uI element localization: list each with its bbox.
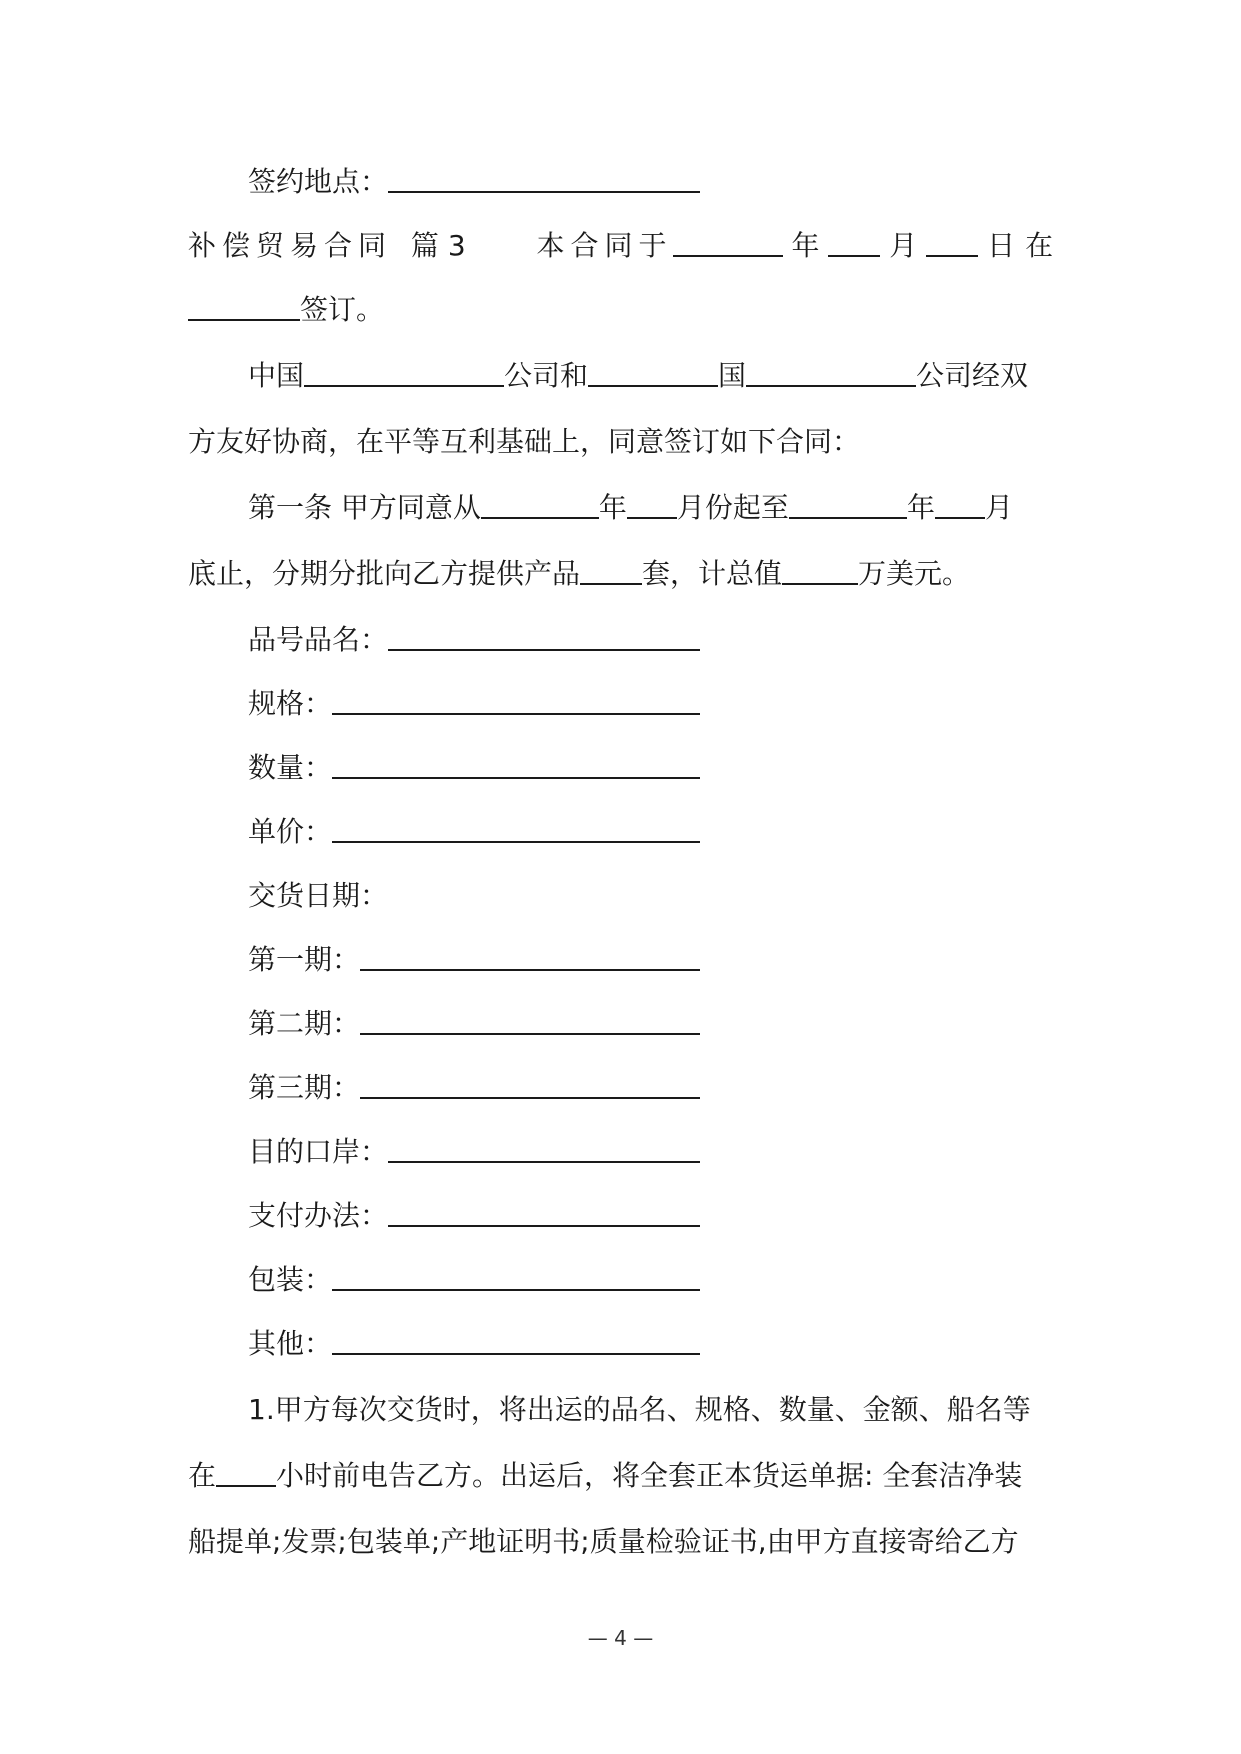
- field-product-name: [248, 620, 700, 660]
- field-spec: [248, 684, 700, 724]
- signing-place-line: [248, 162, 700, 202]
- field-phase-3: [248, 1068, 700, 1108]
- month-from-to-label: 月份起至: [676, 491, 789, 524]
- day-at-label: 日在: [987, 229, 1064, 262]
- field-phase-2: [248, 1004, 700, 1044]
- field-quantity: [248, 748, 700, 788]
- contract-day-blank: [926, 229, 978, 257]
- year-label: 年: [791, 229, 820, 262]
- field-blank: [360, 1007, 700, 1035]
- start-year-blank: [481, 491, 599, 519]
- sets-blank: [580, 557, 642, 585]
- signing-place-blank: [388, 165, 700, 193]
- field-blank: [388, 623, 700, 651]
- field-blank: [360, 943, 700, 971]
- foreign-company-blank: [746, 359, 916, 387]
- year-label-3: 年: [906, 491, 935, 524]
- field-label: 交货日期：: [248, 879, 389, 912]
- company-and-label: 公司和: [504, 359, 589, 392]
- foreign-country-blank: [588, 359, 718, 387]
- month-label: 月: [889, 229, 918, 262]
- clause1-line-3: [188, 1522, 1019, 1562]
- month-label-2: 月: [984, 491, 1013, 524]
- section-number: 篇 3: [410, 229, 466, 262]
- clause1-line1-text: 1.甲方每次交货时，将出运的品名、规格、数量、金额、船名等: [248, 1393, 1031, 1426]
- article1-line-1: [248, 488, 1013, 528]
- article1-line-2: [188, 554, 970, 594]
- field-label: 第一期：: [248, 943, 361, 976]
- field-label: 数量：: [248, 751, 333, 784]
- field-unit-price: [248, 812, 700, 852]
- signed-line: [188, 290, 384, 330]
- field-other: [248, 1324, 700, 1364]
- field-label: 目的口岸：: [248, 1135, 389, 1168]
- field-blank: [332, 1263, 700, 1291]
- contract-year-blank: [673, 229, 783, 257]
- article1-prefix: 第一条 甲方同意从: [248, 491, 481, 524]
- intro-prefix: 本合同于: [536, 229, 673, 262]
- page-number: — 4 —: [587, 1626, 654, 1650]
- field-payment-method: [248, 1196, 700, 1236]
- field-destination-port: [248, 1132, 700, 1172]
- company-via-label: 公司经双: [916, 359, 1029, 392]
- field-label: 第三期：: [248, 1071, 361, 1104]
- field-delivery-date: [248, 876, 388, 916]
- clause1-line2-b: 小时前电告乙方。出运后，将全套正本货运单据: 全套洁净装: [276, 1459, 1023, 1492]
- country-label: 国: [718, 359, 747, 392]
- field-label: 规格：: [248, 687, 333, 720]
- field-label: 品号品名：: [248, 623, 389, 656]
- china-company-blank: [304, 359, 504, 387]
- end-month-blank: [935, 491, 985, 519]
- signed-label: 签订。: [300, 293, 385, 326]
- clause1-line2-a: 在: [188, 1459, 217, 1492]
- intro-line-2-text: 方友好协商，在平等互利基础上，同意签订如下合同：: [188, 425, 861, 458]
- clause1-line3-text: 船提单;发票;包装单;产地证明书;质量检验证书,由甲方直接寄给乙方: [188, 1525, 1019, 1558]
- field-blank: [360, 1071, 700, 1099]
- end-year-blank: [789, 491, 907, 519]
- field-label: 第二期：: [248, 1007, 361, 1040]
- hours-blank: [216, 1459, 276, 1487]
- intro-line-2: [188, 422, 860, 462]
- year-label-2: 年: [598, 491, 627, 524]
- sets-total-label: 套，计总值: [642, 557, 783, 590]
- field-packaging: [248, 1260, 700, 1300]
- section-heading: 补偿贸易合同: [188, 229, 393, 262]
- million-usd-label: 万美元。: [858, 557, 971, 590]
- field-blank: [332, 687, 700, 715]
- field-blank: [332, 751, 700, 779]
- signing-place-label: 签约地点：: [248, 165, 389, 198]
- signing-location-blank: [188, 293, 300, 321]
- section-heading-line: [188, 226, 1064, 266]
- china-label: 中国: [248, 359, 305, 392]
- article1-line2-prefix: 底止，分期分批向乙方提供产品: [188, 557, 581, 590]
- start-month-blank: [627, 491, 677, 519]
- field-label: 其他：: [248, 1327, 333, 1360]
- contract-month-blank: [828, 229, 880, 257]
- field-phase-1: [248, 940, 700, 980]
- field-label: 支付办法：: [248, 1199, 389, 1232]
- total-value-blank: [782, 557, 858, 585]
- field-label: 单价：: [248, 815, 333, 848]
- field-label: 包装：: [248, 1263, 333, 1296]
- clause1-line-2: [188, 1456, 1022, 1496]
- field-blank: [388, 1135, 700, 1163]
- field-blank: [388, 1199, 700, 1227]
- field-blank: [332, 815, 700, 843]
- parties-line: [248, 356, 1028, 396]
- clause1-line-1: [248, 1390, 1031, 1430]
- field-blank: [332, 1327, 700, 1355]
